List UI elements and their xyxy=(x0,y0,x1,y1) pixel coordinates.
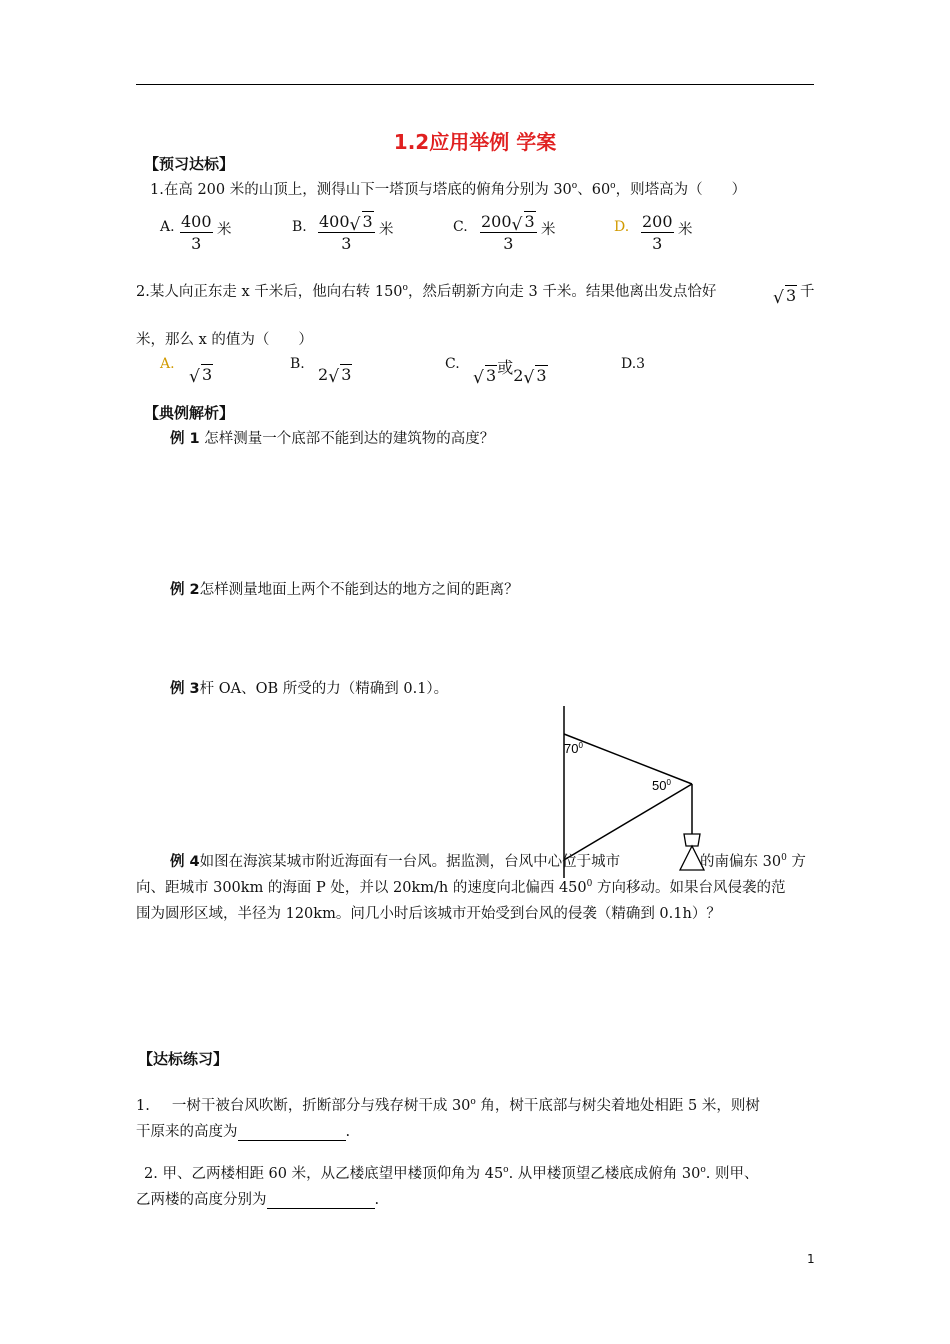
q2-option-b-label: B. xyxy=(290,356,305,372)
q2-option-b-value: 2 √ 3 xyxy=(318,365,352,387)
practice-1-line-1: 1. 一树干被台风吹断，折断部分与残存树干成 30$^o$ 角，树干底部与树尖着地处相距 5 米，则树 xyxy=(136,1097,760,1114)
q1-option-d-label: D. xyxy=(614,219,630,235)
question-2-line-1: 2.某人向正东走 x 千米后，他向右转 150$^o$，然后朝新方向走 3 千米。结果他离出发点恰好 xyxy=(136,283,717,300)
practice-1-line-2: 干原来的高度为 . xyxy=(136,1124,351,1140)
rod-ob xyxy=(564,784,692,860)
q1-option-b-fraction: 400 √ 3 3 xyxy=(319,212,373,253)
example-4-line-1-end: 的南偏东 $30^0$ 方 xyxy=(700,853,806,870)
example-4-line-3: 围为圆形区域，半径为 120km。问几小时后该城市开始受到台风的侵袭（精确到 0.1h）？ xyxy=(136,906,721,922)
example-2: 例 2怎样测量地面上两个不能到达的地方之间的距离？ xyxy=(170,582,519,598)
section-heading-examples: 【典例解析】 xyxy=(144,404,235,422)
q1-option-c-unit: 米 xyxy=(541,222,556,238)
q1-option-d-unit: 米 xyxy=(678,222,693,238)
angle-label-right: $50^0$ xyxy=(652,778,671,793)
q2-option-a-label: A. xyxy=(160,356,175,372)
example-3: 例 3杆 OA、OB 所受的力（精确到 0.1）。 xyxy=(170,681,449,697)
practice-2-line-1: 2. 甲、乙两楼相距 60 米，从乙楼底望甲楼顶仰角为 45$^o$. 从甲楼顶望乙楼底成俯角 30$^o$. 则甲、 xyxy=(144,1165,759,1182)
q1-option-a-unit: 米 xyxy=(217,222,232,238)
practice-2-line-2: 乙两楼的高度分别为 . xyxy=(136,1192,380,1208)
q1-option-b-unit: 米 xyxy=(379,222,394,238)
example-4-line-2: 向、距城市 300km 的海面 P 处，并以 20km/h 的速度向北偏西 $450^0$ 方向移动。如果台风侵袭的范 xyxy=(136,879,786,896)
q1-option-c-label: C. xyxy=(453,219,468,235)
q2-option-c-label: C. xyxy=(445,356,460,372)
rod-oa xyxy=(564,734,692,784)
q1-option-b-label: B. xyxy=(292,219,307,235)
q1-option-a-label: A. xyxy=(160,219,175,235)
q2-option-a-value: √ 3 xyxy=(189,365,213,387)
practice-1-answer-blank[interactable] xyxy=(238,1124,346,1141)
q2-option-c-value: √ 3或2 √ 3 xyxy=(473,358,547,388)
q2-sqrt3: √ 3 xyxy=(773,286,797,308)
q1-option-d-fraction: $\frac{200}{3}$ xyxy=(642,212,673,253)
q2-option-d: D.3 xyxy=(621,356,646,372)
example-4-line-1: 例 4如图在海滨某城市附近海面有一台风。据监测，台风中心位于城市 xyxy=(170,854,621,870)
angle-label-top: $70^0$ xyxy=(564,741,583,756)
question-2-line-1-end: 千 xyxy=(800,284,815,300)
q1-option-c-fraction: 200 √ 3 3 xyxy=(481,212,535,253)
question-2-line-2: 米，那么 x 的值为（ ） xyxy=(136,332,313,348)
header-rule xyxy=(136,84,814,85)
page-title: 1.2应用举例 学案 xyxy=(393,130,557,154)
page-number: 1 xyxy=(807,1252,815,1266)
example-1: 例 1 怎样测量一个底部不能到达的建筑物的高度？ xyxy=(170,431,495,447)
weight-block xyxy=(684,834,700,846)
section-heading-practice: 【达标练习】 xyxy=(138,1050,229,1068)
section-heading-preview: 【预习达标】 xyxy=(144,155,235,173)
question-1: 1.在高 200 米的山顶上，测得山下一塔顶与塔底的俯角分别为 30$^o$、60$^o$，则塔高为（ ） xyxy=(150,181,747,198)
q1-option-a-fraction: $\frac{400}{3}$ xyxy=(181,212,212,253)
practice-2-answer-blank[interactable] xyxy=(267,1192,375,1209)
